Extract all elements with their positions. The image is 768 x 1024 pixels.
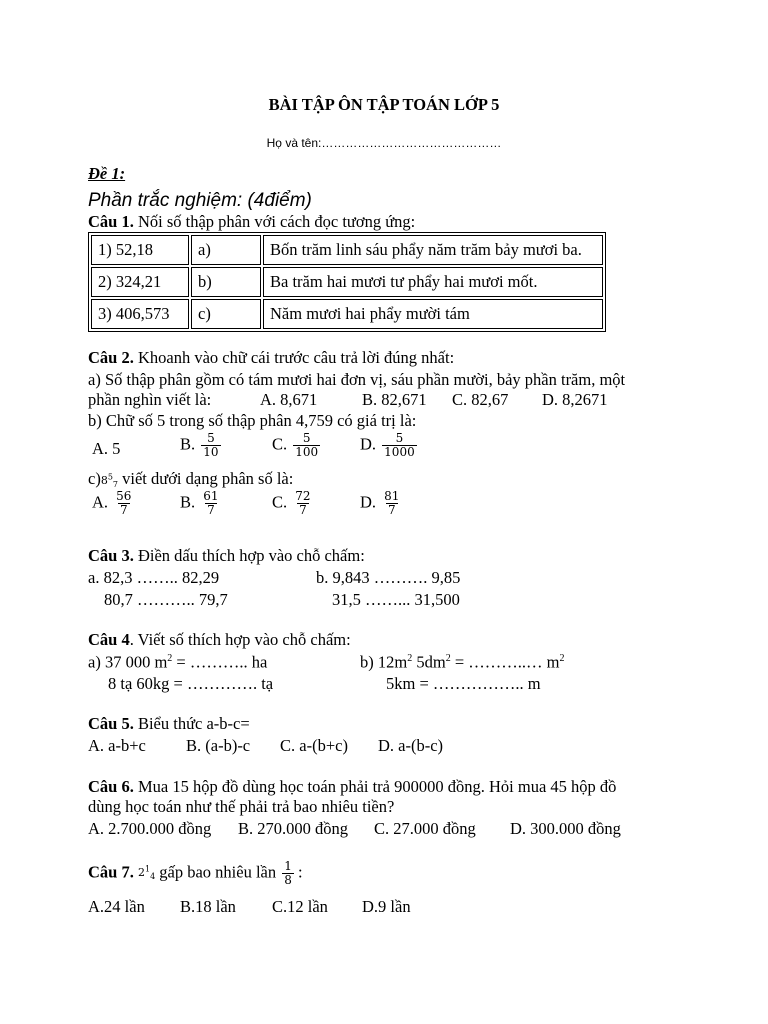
fraction [114, 490, 133, 516]
answer-option: C. 82,67 [452, 390, 509, 409]
denominator: 1000 [384, 444, 415, 459]
answer-option-fraction [180, 432, 221, 458]
answer-option-fraction [360, 490, 401, 516]
question-text: Điền dấu thích hợp vào chỗ chấm: [133, 546, 365, 565]
denominator: 4 [150, 872, 156, 882]
conversion-item: 5km = …………….. m [386, 674, 541, 693]
answer-option-fraction [92, 490, 133, 516]
table-row [91, 235, 603, 265]
answer-option: C. 27.000 đồng [374, 819, 476, 838]
letter-cell: c) [191, 299, 261, 329]
question-label: Câu 7. [88, 862, 134, 882]
compare-item: b. 9,843 ………. 9,85 [316, 568, 461, 587]
exponent: 2 [559, 653, 565, 664]
question-2 [88, 349, 454, 368]
table-row [91, 299, 603, 329]
name-line: Họ và tên:……………………………………… [266, 136, 502, 150]
numerator: 81 [384, 489, 400, 503]
reading-cell: Năm mươi hai phẩy mười tám [263, 299, 603, 329]
matching-table [88, 232, 606, 332]
fraction [382, 490, 401, 516]
answer-option-fraction [272, 432, 320, 458]
mixed-number [100, 472, 119, 490]
q2c-text [88, 470, 293, 489]
compare-item: 80,7 ……….. 79,7 [104, 590, 228, 609]
denominator: 7 [112, 480, 119, 490]
option-letter: C. [272, 434, 288, 454]
answer-option: A. 5 [92, 439, 121, 458]
fraction [282, 860, 294, 886]
conversion-item: 8 tạ 60kg = …………. tạ [108, 674, 274, 693]
numerator: 5 [107, 472, 113, 482]
question-label: Câu 4 [88, 630, 130, 649]
conversion-item [360, 653, 564, 672]
option-letter: D. [360, 434, 377, 454]
fraction [382, 432, 417, 458]
fraction [201, 432, 220, 458]
question-label: Câu 2. [88, 348, 134, 367]
q2a-text-line1: a) Số thập phân gồm có tám mươi hai đơn vị, sáu phần mười, bảy phần trăm, một [88, 370, 626, 389]
letter-cell: a) [191, 235, 261, 265]
fraction [293, 490, 312, 516]
option-letter: B. [180, 434, 196, 454]
numerator: 5 [395, 431, 404, 445]
page-title: BÀI TẬP ÔN TẬP TOÁN LỚP 5 [268, 95, 500, 114]
compare-item: 31,5 ……... 31,500 [332, 590, 460, 609]
conversion-text: a) 37 000 m [88, 652, 168, 672]
answer-option: A. a-b+c [88, 736, 146, 755]
question-text: viết dưới dạng phân số là: [118, 469, 294, 488]
question-7 [88, 860, 303, 886]
section-heading: Phần trắc nghiệm: (4điểm) [88, 190, 312, 211]
denominator: 7 [207, 502, 215, 517]
answer-option: A.24 lần [88, 897, 145, 916]
question-6 [88, 778, 616, 797]
question-text: Biểu thức a-b-c= [133, 714, 250, 733]
option-letter: A. [92, 492, 109, 512]
question-label: Câu 5. [88, 714, 134, 733]
answer-option: D. 300.000 đồng [510, 819, 621, 838]
answer-option: B. 82,671 [362, 390, 427, 409]
mixed-number [137, 864, 156, 882]
question-text-line2: dùng học toán như thế phải trả bao nhiêu tiền? [88, 797, 395, 816]
exponent: 2 [445, 653, 451, 664]
conversion-text: b) 12m [360, 652, 408, 672]
letter-cell: b) [191, 267, 261, 297]
denominator: 8 [284, 872, 292, 887]
denominator: 100 [295, 444, 319, 459]
numerator: 56 [116, 489, 132, 503]
decimal-cell: 1) 52,18 [91, 235, 189, 265]
conversion-text: = ………..… m [450, 652, 560, 672]
q2b-text: b) Chữ số 5 trong số thập phân 4,759 có giá trị là: [88, 411, 417, 430]
question-text: Mua 15 hộp đồ dùng học toán phải trả 900000 đồng. Hỏi mua 45 hộp đồ [133, 777, 617, 796]
answer-option: A. 8,671 [260, 390, 318, 409]
decimal-cell: 2) 324,21 [91, 267, 189, 297]
answer-option: B. 270.000 đồng [238, 819, 349, 838]
denominator: 7 [299, 502, 307, 517]
question-text: gấp bao nhiêu lần [155, 862, 281, 882]
conversion-text: = ……….. ha [172, 652, 268, 672]
answer-option-fraction [180, 490, 221, 516]
question-1 [88, 213, 415, 232]
option-letter: D. [360, 492, 377, 512]
denominator: 7 [387, 502, 396, 517]
answer-option: A. 2.700.000 đồng [88, 819, 212, 838]
table-row [91, 267, 603, 297]
denominator: 10 [203, 444, 219, 459]
answer-option: D. 8,2671 [542, 390, 608, 409]
question-5 [88, 715, 250, 734]
numerator: 61 [203, 489, 219, 503]
numerator: 72 [295, 489, 311, 503]
answer-option-fraction [360, 432, 417, 458]
exponent: 2 [407, 653, 413, 664]
whole-part: 2 [137, 866, 145, 880]
denominator: 7 [119, 502, 128, 517]
answer-option-fraction [272, 490, 313, 516]
answer-option: C.12 lần [272, 897, 328, 916]
reading-cell: Ba trăm hai mươi tư phẩy hai mươi mốt. [263, 267, 603, 297]
question-text: : [293, 862, 303, 882]
fraction [201, 490, 220, 516]
question-text: Nối số thập phân với cách đọc tương ứng: [133, 212, 416, 231]
question-3 [88, 547, 365, 566]
answer-option: D. a-(b-c) [378, 736, 444, 755]
answer-option: B.18 lần [180, 897, 236, 916]
question-text: . Viết số thích hợp vào chỗ chấm: [129, 630, 351, 649]
question-label: Câu 6. [88, 777, 134, 796]
answer-option: C. a-(b+c) [280, 736, 348, 755]
option-letter: B. [180, 492, 196, 512]
numerator: 5 [207, 431, 215, 445]
q2a-text-line2: phần nghìn viết là: [88, 390, 212, 409]
option-letter: C. [272, 492, 288, 512]
reading-cell: Bốn trăm linh sáu phẩy năm trăm bảy mươi ba. [263, 235, 603, 265]
conversion-text: 5dm [412, 652, 446, 672]
conversion-item [88, 653, 267, 672]
compare-item: a. 82,3 …….. 82,29 [88, 568, 220, 587]
part-label: c) [88, 469, 101, 488]
exam-number: Đề 1: [88, 164, 126, 183]
question-label: Câu 1. [88, 212, 134, 231]
numerator: 1 [284, 859, 292, 873]
question-text: Khoanh vào chữ cái trước câu trả lời đúng nhất: [133, 348, 455, 367]
exponent: 2 [167, 653, 173, 664]
numerator: 5 [302, 431, 311, 445]
fraction [293, 432, 320, 458]
answer-option: B. (a-b)-c [186, 736, 251, 755]
whole-part: 8 [100, 474, 108, 487]
question-4 [88, 631, 351, 650]
decimal-cell: 3) 406,573 [91, 299, 189, 329]
question-label: Câu 3. [88, 546, 134, 565]
numerator: 1 [144, 864, 151, 874]
answer-option: D.9 lần [362, 897, 411, 916]
